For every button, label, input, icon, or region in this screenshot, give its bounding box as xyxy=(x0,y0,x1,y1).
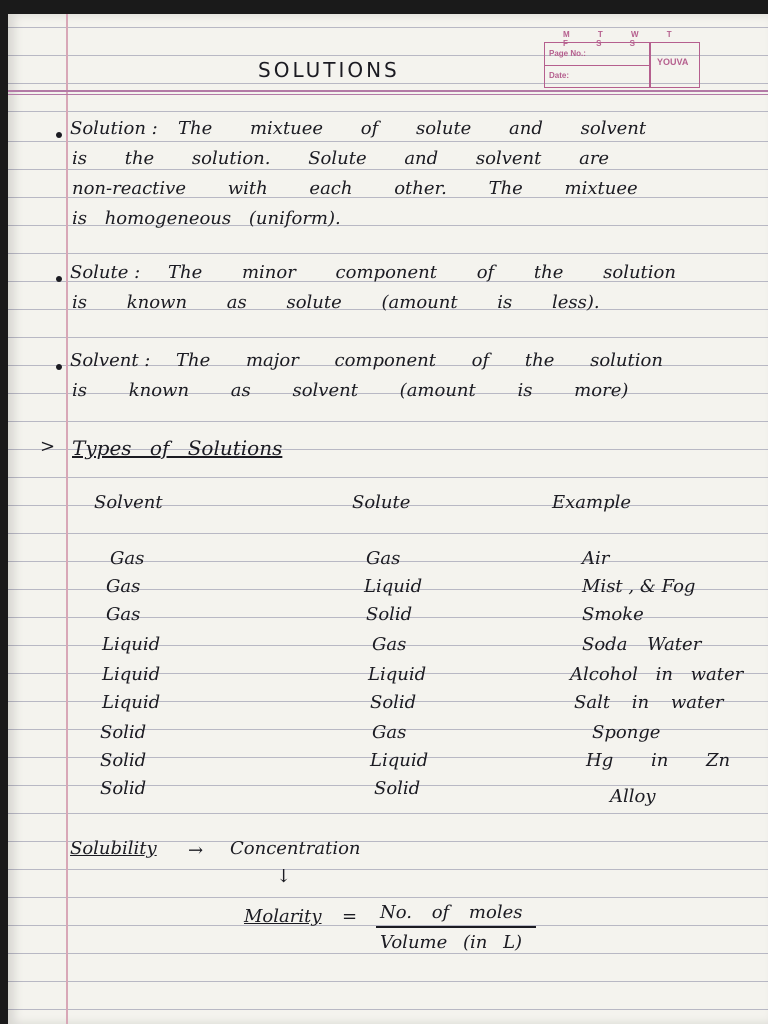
solute-line-2: is known as solute (amount is less). xyxy=(72,292,600,313)
row-8-example: Hg in Zn xyxy=(586,750,731,771)
concentration-term: Concentration xyxy=(230,838,361,859)
row-4-example: Soda Water xyxy=(582,634,702,655)
header-rule-thin xyxy=(8,94,768,95)
row-2-example: Mist , & Fog xyxy=(582,576,696,597)
row-9-solute: Solid xyxy=(374,778,421,799)
equals-sign: = xyxy=(342,906,358,927)
row-6-example: Salt in water xyxy=(574,692,724,713)
solution-line-2: is the solution. Solute and solvent are xyxy=(72,148,610,169)
solute-line-1: The minor component of the solution xyxy=(168,262,676,283)
row-1-solvent: Gas xyxy=(110,548,145,569)
column-header-solute: Solute xyxy=(352,492,411,513)
row-3-solvent: Gas xyxy=(106,604,141,625)
row-1-example: Air xyxy=(582,548,610,569)
row-3-example: Smoke xyxy=(582,604,644,625)
column-header-example: Example xyxy=(552,492,632,513)
molarity-term: Molarity xyxy=(244,906,322,927)
page-box-divider xyxy=(545,65,649,66)
row-4-solute: Gas xyxy=(372,634,407,655)
solution-line-4: is homogeneous (uniform). xyxy=(72,208,341,229)
row-2-solvent: Gas xyxy=(106,576,141,597)
header-rule xyxy=(8,90,768,92)
row-6-solute: Solid xyxy=(370,692,417,713)
molarity-denominator: Volume (in L) xyxy=(380,932,523,953)
solution-line-3: non-reactive with each other. The mixtuee xyxy=(72,178,638,199)
weekday-letters: M T W T F S S xyxy=(563,30,685,48)
row-7-solvent: Solid xyxy=(100,722,147,743)
bullet-solute xyxy=(56,276,62,282)
row-3-solute: Solid xyxy=(366,604,413,625)
row-5-solute: Liquid xyxy=(368,664,427,685)
row-7-example: Sponge xyxy=(592,722,661,743)
solvent-line-1: The major component of the solution xyxy=(176,350,663,371)
term-solute: Solute : xyxy=(70,262,141,283)
row-8-solvent: Solid xyxy=(100,750,147,771)
margin-line xyxy=(66,14,68,1024)
page-info-box xyxy=(544,30,700,88)
row-9-solvent: Solid xyxy=(100,778,147,799)
row-6-solvent: Liquid xyxy=(102,692,161,713)
page-no-label: Page No.: xyxy=(549,49,586,58)
row-1-solute: Gas xyxy=(366,548,401,569)
row-9-example: Alloy xyxy=(610,786,656,807)
row-7-solute: Gas xyxy=(372,722,407,743)
date-label: Date: xyxy=(549,71,570,80)
bullet-solvent xyxy=(56,364,62,370)
down-arrow: ↓ xyxy=(276,866,292,887)
brand-logo: YOUVA xyxy=(657,57,689,67)
row-5-solvent: Liquid xyxy=(102,664,161,685)
row-5-example: Alcohol in water xyxy=(570,664,744,685)
row-8-solute: Liquid xyxy=(370,750,429,771)
solution-line-1: The mixtuee of solute and solvent xyxy=(178,118,647,139)
term-solvent: Solvent : xyxy=(70,350,151,371)
page-title: SOLUTIONS xyxy=(258,58,400,82)
solubility-term: Solubility xyxy=(70,838,157,859)
row-2-solute: Liquid xyxy=(364,576,423,597)
column-header-solvent: Solvent xyxy=(94,492,163,513)
term-solution: Solution : xyxy=(70,118,158,139)
row-4-solvent: Liquid xyxy=(102,634,161,655)
solvent-line-2: is known as solvent (amount is more) xyxy=(72,380,629,401)
types-arrow: > xyxy=(40,436,56,457)
fraction-bar xyxy=(376,926,536,928)
page-box-vertical-divider xyxy=(649,43,651,87)
types-heading: Types of Solutions xyxy=(72,436,283,460)
notebook-page xyxy=(8,14,768,1024)
solubility-arrow: → xyxy=(188,840,204,861)
molarity-numerator: No. of moles xyxy=(380,902,523,923)
bullet-solution xyxy=(56,132,62,138)
